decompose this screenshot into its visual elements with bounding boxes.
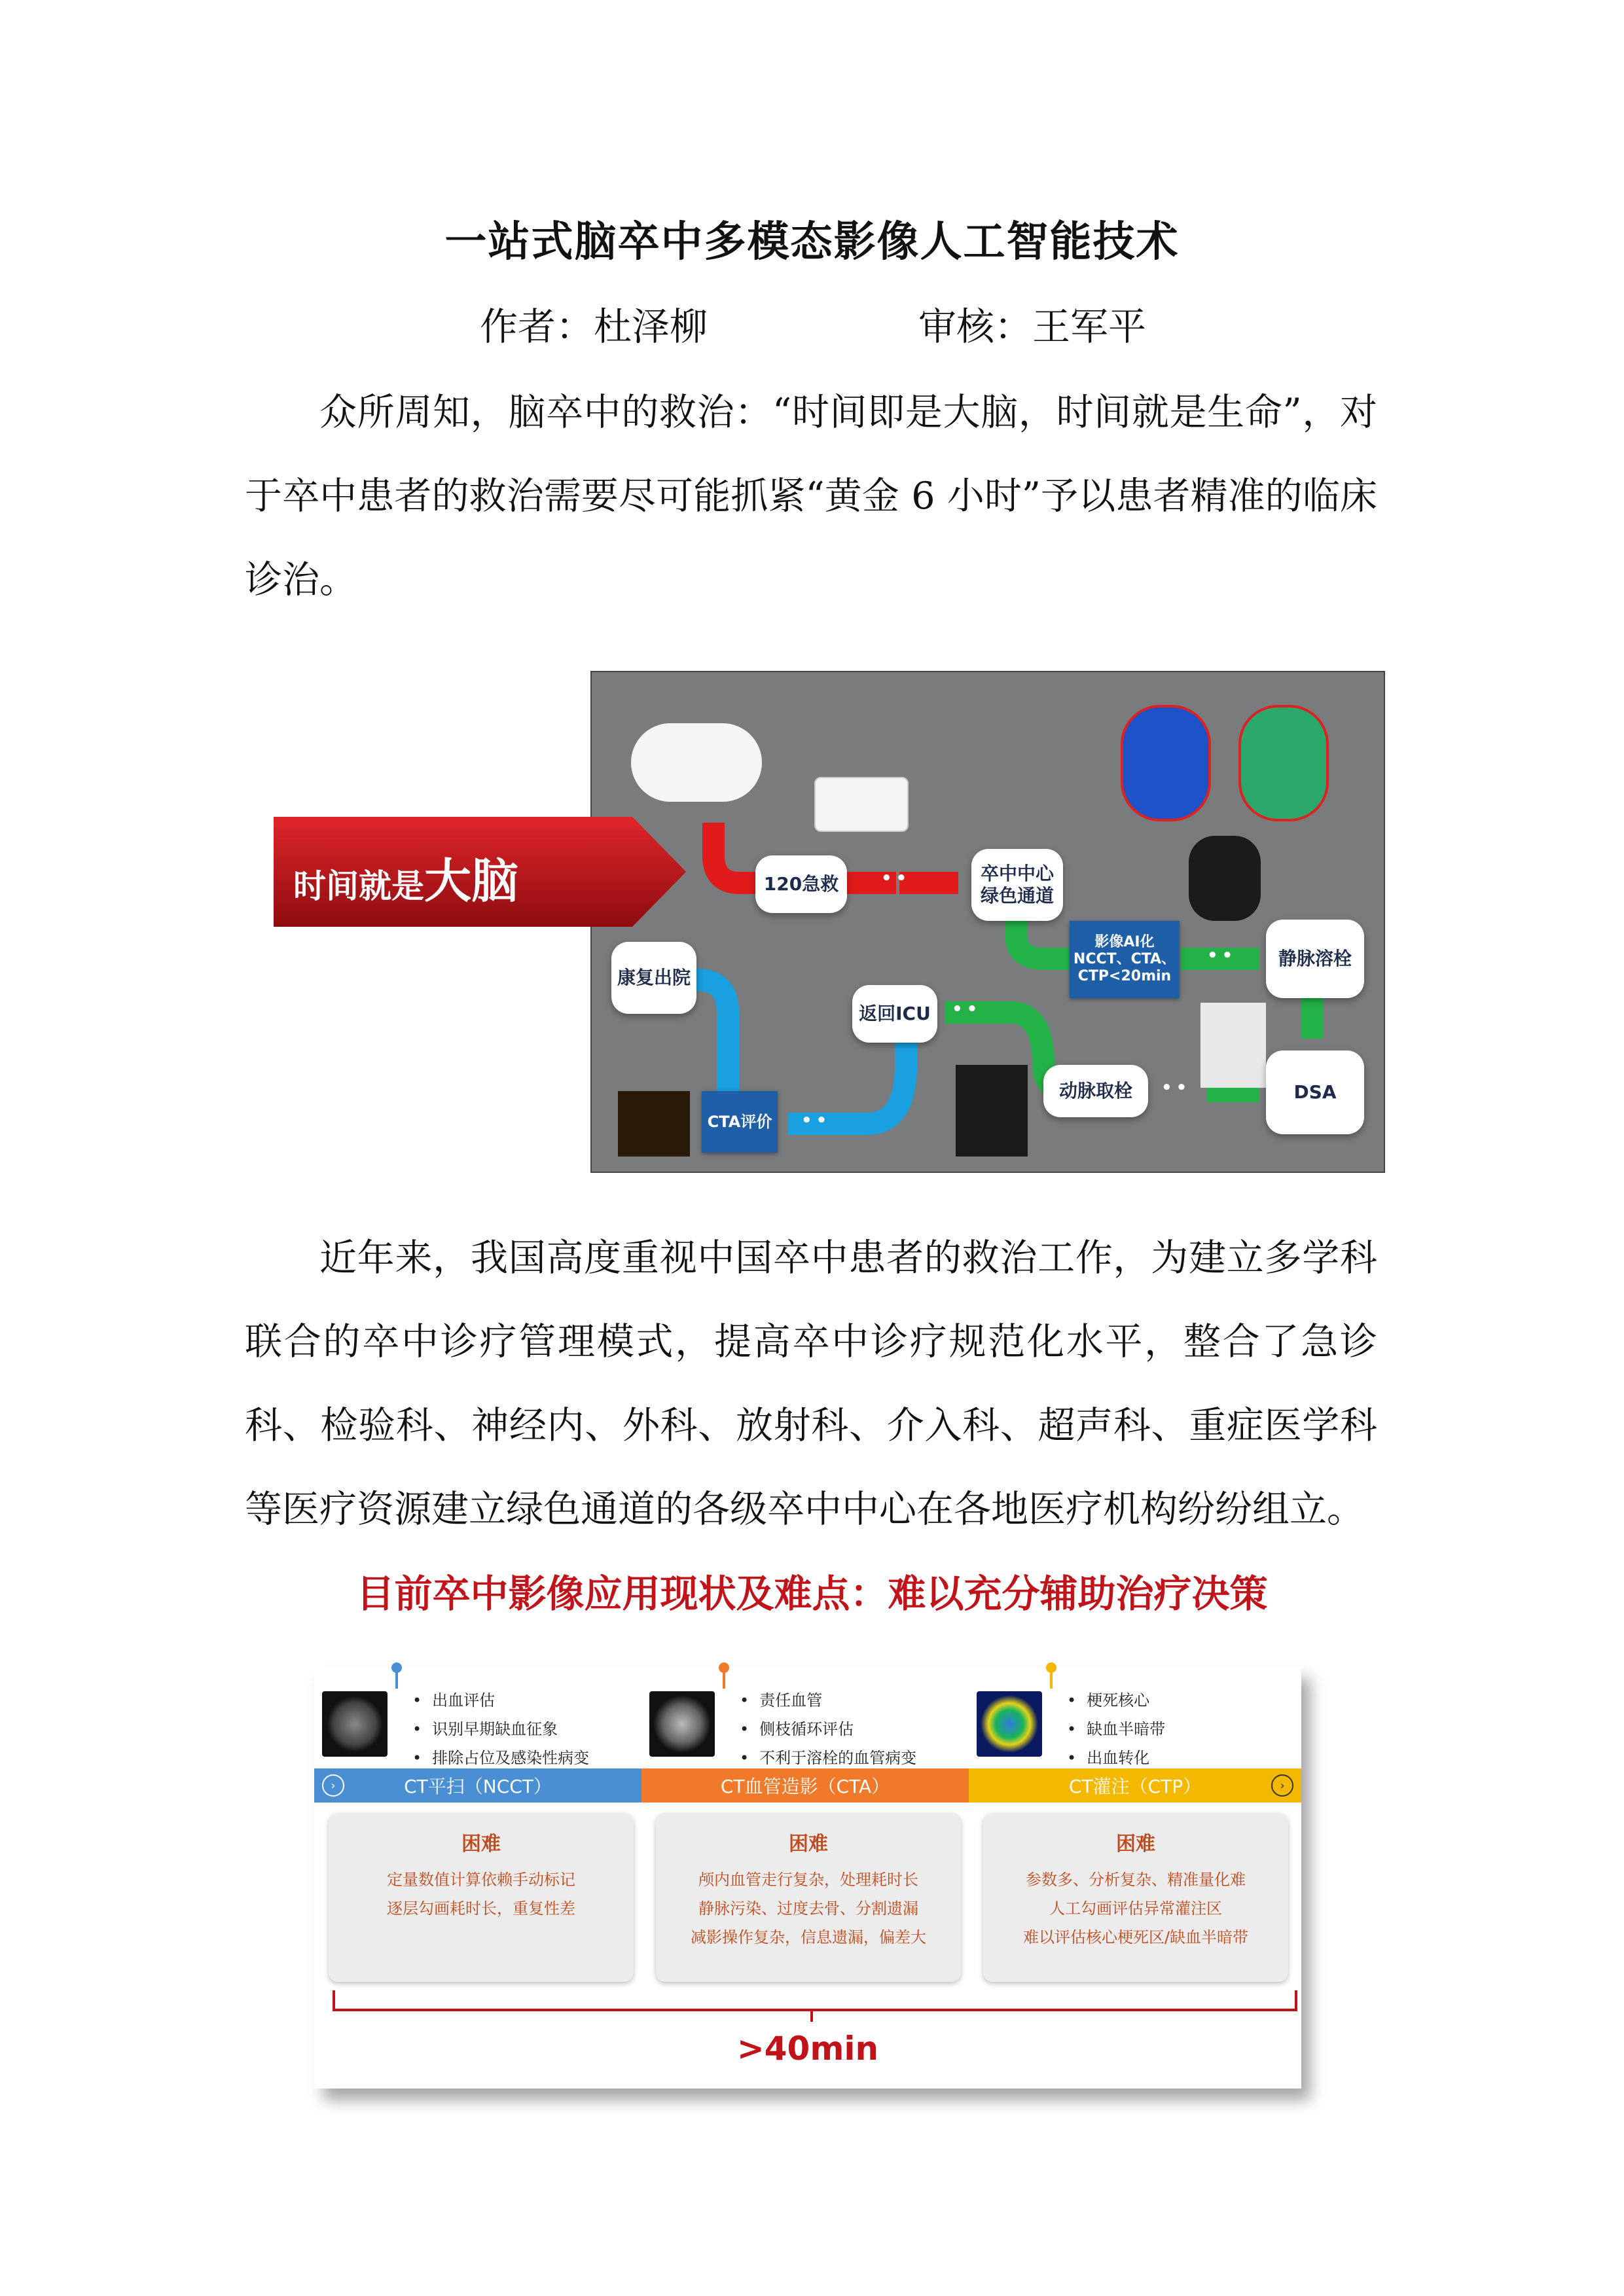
intro-paragraph: 众所周知，脑卒中的救治：“时间即是大脑，时间就是生命”，对于卒中患者的救治需要尽可能抓紧“黄金 6 小时”予以患者精准的临床诊治。 bbox=[245, 391, 1377, 601]
card-title: 困难 bbox=[1116, 1833, 1155, 1856]
node-iv-thrombolysis: 静脉溶栓 bbox=[1266, 920, 1364, 998]
reviewer-line: 审核：王军平 bbox=[918, 304, 1147, 349]
card-line: 难以评估核心梗死区/缺血半暗带 bbox=[1022, 1928, 1249, 1946]
ncct-thumbnail bbox=[322, 1691, 388, 1757]
node-120-emergency: 120急救 bbox=[755, 855, 847, 913]
ctp-scan-image-2 bbox=[1238, 705, 1329, 821]
card-line: 静脉污染、过度去骨、分割遗漏 bbox=[698, 1899, 918, 1918]
node-dsa: DSA bbox=[1266, 1050, 1364, 1134]
card-text bbox=[329, 1865, 634, 1923]
card-text bbox=[656, 1865, 961, 1952]
body-paragraph: 近年来，我国高度重视中国卒中患者的救治工作，为建立多学科联合的卒中诊疗管理模式，提高卒中诊疗规范化水平，整合了急诊科、检验科、神经内、外科、放射科、介入科、超声科、重症医学科等医疗资源建立绿色通道的各级卒中中心在各地医疗机构纷纷组立。 bbox=[245, 1236, 1377, 1531]
cta-thumbnail bbox=[649, 1691, 715, 1757]
stroke-workflow-figure bbox=[590, 671, 1385, 1173]
ctp-band bbox=[969, 1768, 1301, 1803]
node-stroke-center-line1: 卒中中心 bbox=[980, 863, 1054, 884]
patient-illustration bbox=[631, 723, 762, 802]
node-imaging-ai-line1: 影像AI化 bbox=[1094, 934, 1155, 950]
card-line: 参数多、分析复杂、精准量化难 bbox=[1026, 1871, 1246, 1889]
marker-pin bbox=[723, 1666, 725, 1689]
node-thrombectomy: 动脉取栓 bbox=[1043, 1065, 1148, 1117]
card-title: 困难 bbox=[461, 1833, 501, 1856]
node-stroke-center bbox=[971, 849, 1063, 921]
cta-scan-image bbox=[1189, 836, 1261, 921]
ncct-difficulty-card bbox=[329, 1813, 634, 1982]
marker-pin bbox=[1050, 1666, 1053, 1689]
cta-bullet: • 不利于溶栓的血管病变 bbox=[740, 1744, 916, 1772]
card-line: 颅内血管走行复杂，处理耗时长 bbox=[698, 1871, 918, 1889]
vessel-3d-image bbox=[618, 1091, 690, 1157]
ctp-bullet-list bbox=[1067, 1686, 1165, 1772]
ctp-bullet: • 梗死核心 bbox=[1067, 1686, 1165, 1715]
imaging-difficulties-figure bbox=[314, 1666, 1301, 2089]
connector-dots: •• bbox=[801, 1111, 831, 1130]
ctp-thumbnail bbox=[977, 1691, 1042, 1757]
cta-bullet-list bbox=[740, 1686, 916, 1772]
node-stroke-center-line2: 绿色通道 bbox=[980, 885, 1054, 906]
author-line: 作者：杜泽柳 bbox=[480, 304, 708, 349]
marker-pin bbox=[395, 1666, 398, 1689]
banner-text bbox=[293, 843, 518, 911]
cta-band: CT血管造影（CTA） bbox=[641, 1768, 969, 1803]
total-time-label: >40min bbox=[736, 2030, 879, 2068]
card-line: 减影操作复杂，信息遗漏，偏差大 bbox=[691, 1928, 926, 1946]
card-line: 定量数值计算依赖手动标记 bbox=[387, 1871, 575, 1889]
card-line: 逐层勾画耗时长，重复性差 bbox=[387, 1899, 575, 1918]
ambulance-illustration bbox=[814, 777, 909, 832]
time-is-brain-banner bbox=[274, 817, 686, 927]
node-discharge: 康复出院 bbox=[611, 942, 696, 1014]
node-imaging-ai bbox=[1070, 921, 1180, 998]
ncct-bullet: • 排除占位及感染性病变 bbox=[412, 1744, 589, 1772]
banner-prefix: 时间就是 bbox=[293, 867, 424, 905]
ctp-bullet: • 缺血半暗带 bbox=[1067, 1715, 1165, 1744]
connector-dots: •• bbox=[1161, 1078, 1191, 1098]
dsa-image bbox=[1200, 1003, 1266, 1088]
cta-bullet: • 责任血管 bbox=[740, 1686, 916, 1715]
card-text bbox=[983, 1865, 1288, 1952]
node-return-icu: 返回ICU bbox=[852, 985, 937, 1043]
cta-bullet: • 侧枝循环评估 bbox=[740, 1715, 916, 1744]
ctp-scan-image-1 bbox=[1121, 705, 1211, 821]
chevron-right-icon: › bbox=[322, 1774, 344, 1797]
ncct-band bbox=[314, 1768, 641, 1803]
ncct-band-label: CT平扫（NCCT） bbox=[404, 1776, 552, 1797]
node-imaging-ai-line3: CTP<20min bbox=[1077, 968, 1172, 984]
page-title: 一站式脑卒中多模态影像人工智能技术 bbox=[444, 217, 1180, 266]
thrombectomy-image bbox=[956, 1065, 1028, 1157]
connector-dots: •• bbox=[1207, 946, 1237, 965]
ncct-bullet: • 出血评估 bbox=[412, 1686, 589, 1715]
section-title: 目前卒中影像应用现状及难点：难以充分辅助治疗决策 bbox=[356, 1571, 1268, 1616]
ctp-band-label: CT灌注（CTP） bbox=[1068, 1776, 1202, 1797]
cta-difficulty-card bbox=[656, 1813, 961, 1982]
card-line: 人工勾画评估异常灌注区 bbox=[1049, 1899, 1222, 1918]
node-imaging-ai-line2: NCCT、CTA、 bbox=[1073, 951, 1176, 967]
ncct-bullet: • 识别早期缺血征象 bbox=[412, 1715, 589, 1744]
ctp-difficulty-card bbox=[983, 1813, 1288, 1982]
connector-dots: •• bbox=[952, 999, 982, 1019]
card-title: 困难 bbox=[789, 1833, 828, 1856]
node-cta-evaluation: CTA评价 bbox=[702, 1091, 778, 1153]
connector-dots: •• bbox=[881, 869, 911, 888]
chevron-right-icon: › bbox=[1271, 1774, 1293, 1797]
ncct-bullet-list bbox=[412, 1686, 589, 1772]
banner-emphasis: 大脑 bbox=[424, 853, 519, 908]
ctp-bullet: • 出血转化 bbox=[1067, 1744, 1165, 1772]
